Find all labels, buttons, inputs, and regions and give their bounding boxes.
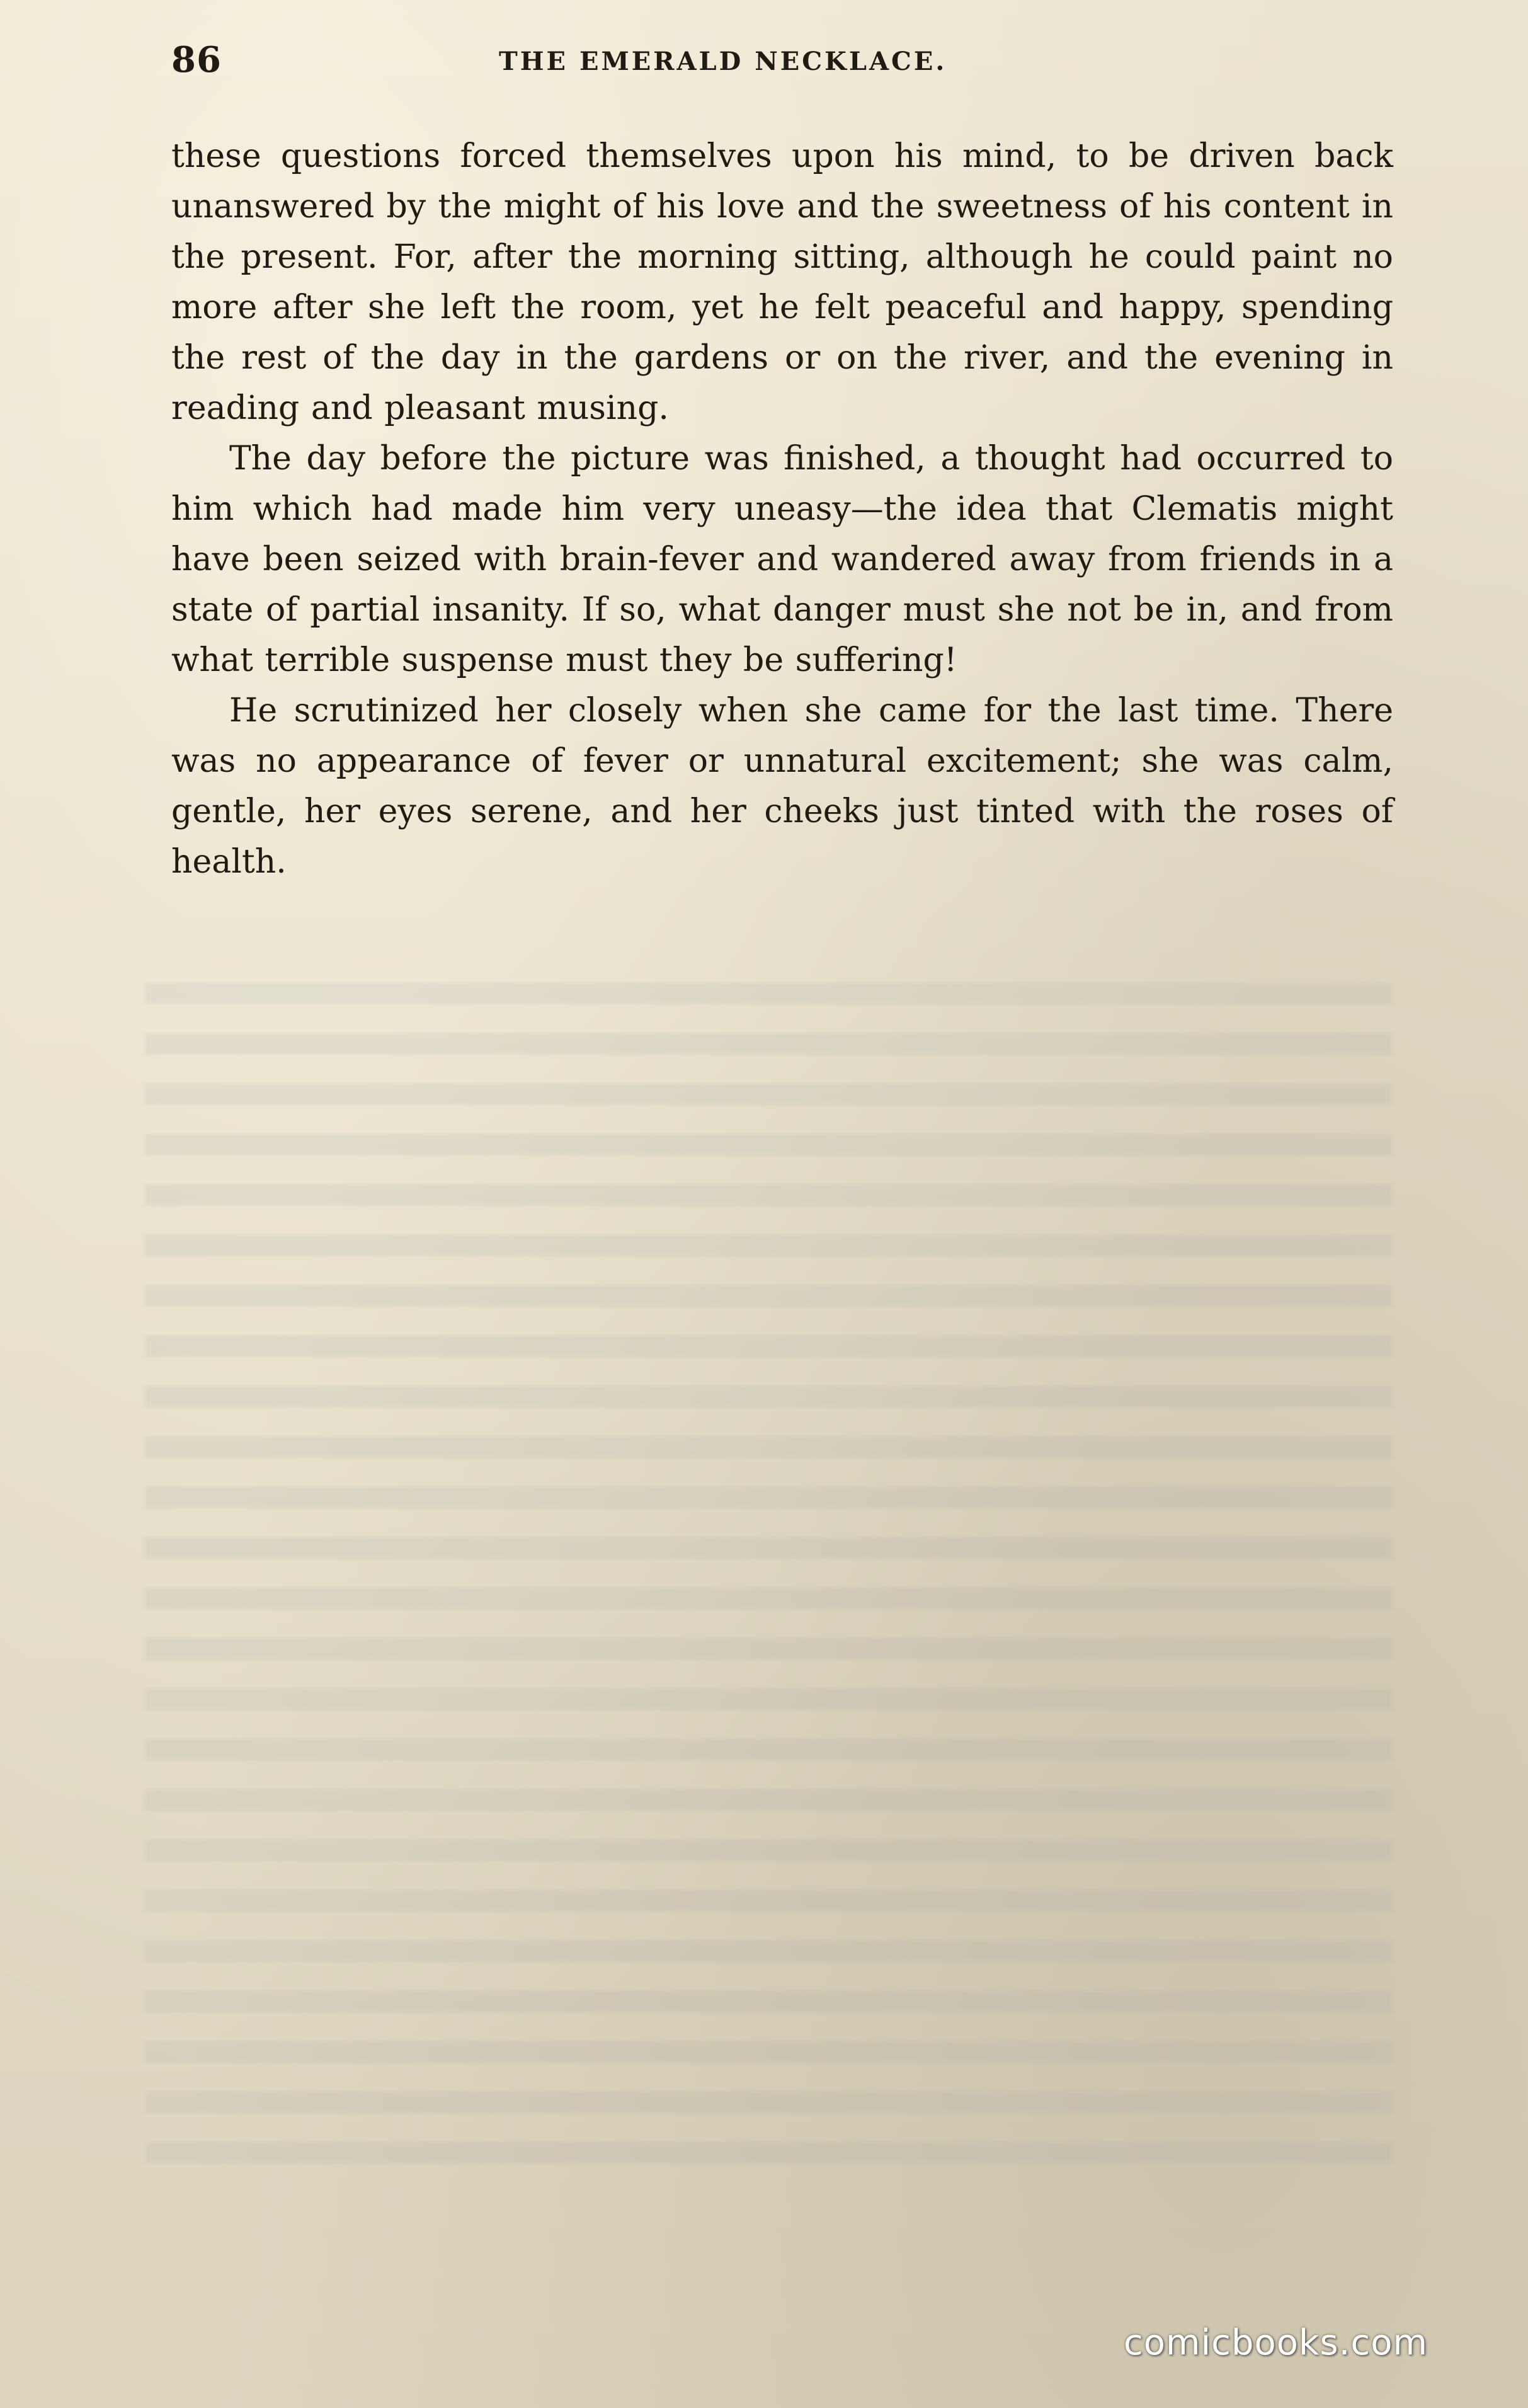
body-text <box>171 131 1393 887</box>
watermark: comicbooks.com <box>1124 2322 1428 2363</box>
show-through-text <box>145 983 1392 2180</box>
paragraph-2: The day before the picture was finished, a thought had occurred to him which had made him very uneasy—the idea that Clematis might have been seized with brain-fever and wandered away from friends in a state of partial insanity. If so, what danger must she not be in, and from what terrible suspense must they be suffering! <box>171 440 1393 679</box>
paragraph-1: these questions forced themselves upon his mind, to be driven back unanswered by the might of his love and the sweetness of his content in the present. For, after the morning sitting, although he could paint no more after she left the room, yet he felt peaceful and happy, spending the rest of the day in the gardens or on the river, and the evening in reading and pleasant musing. <box>171 137 1393 427</box>
paragraph-3: He scrutinized her closely when she came for the last time. There was no appearance of fever or unnatural excitement; she was calm, gentle, her eyes serene, and her cheeks just tinted with the roses of health. <box>171 692 1393 881</box>
running-title: THE EMERALD NECKLACE. <box>499 47 947 76</box>
page-number: 86 <box>171 39 222 81</box>
page-header <box>171 39 1386 83</box>
